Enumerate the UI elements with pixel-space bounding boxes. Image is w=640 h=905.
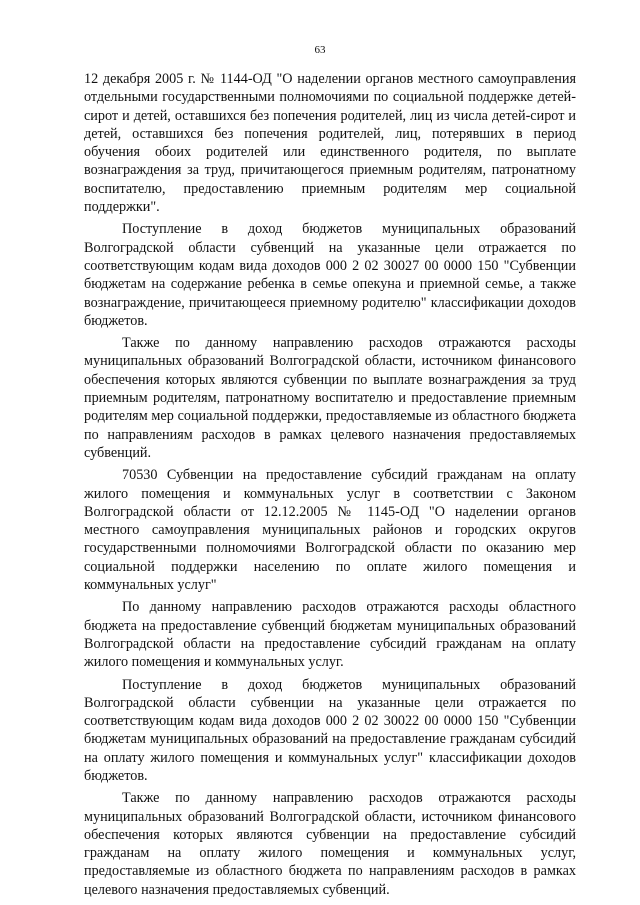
paragraph-revenue-codes-30022: Поступление в доход бюджетов муниципальных образований Волгоградской области субвенции на указанные цели отражается по соответствующим кодам вида доходов 000 2 02 30022 00 0000 150 "Субвенции бюджетам муниципальных образований на предоставление гражданам субсидий на оплату жилого помещения и коммунальных услуг" классификации доходов бюджетов. [84,676,576,784]
paragraph-municipal-expenses-housing: Также по данному направлению расходов отражаются расходы муниципальных образований Волгоградской области, источником финансового обеспечения которых являются субвенции на предоставление субсидий гражданам на оплату жилого помещения и коммунальных услуг, предоставляемые из областного бюджета по направлениям расходов в рамках целевого назначения предоставляемых субвенций. [84,790,576,898]
paragraph-regional-budget-expenses: По данному направлению расходов отражаются расходы областного бюджета на предоставление субвенций бюджетам муниципальных образований Волгоградской области на предоставление субсидий гражданам на оплату жилого помещения и коммунальных услуг. [84,599,576,671]
page-number: 63 [314,44,326,56]
paragraph-law-continuation: 12 декабря 2005 г. № 1144-ОД "О наделении органов местного самоуправления отдельными государственными полномочиями по социальной поддержке детей-сирот и детей, оставшихся без попечения родителей, лиц из числа детей-сирот и детей, оставшихся без попечения родителей, лиц, потерявших в период обучения обоих родителей или единственного родителя, по выплате вознаграждения за труд, причитающегося приемным родителям, патронатному воспитателю, предоставлению приемным родителям мер социальной поддержки". [84,71,576,216]
paragraph-section-70530: 70530 Субвенции на предоставление субсидий гражданам на оплату жилого помещения и коммунальных услуг в соответствии с Законом Волгоградской области от 12.12.2005 № 1145-ОД "О наделении органов местного самоуправления муниципальных районов и городских округов государственными полномочиями Волгоградской области по оказанию мер социальной поддержки населению по оплате жилого помещения и коммунальных услуг" [84,467,576,594]
document-body [84,70,576,903]
paragraph-revenue-codes-30027: Поступление в доход бюджетов муниципальных образований Волгоградской области субвенций на указанные цели отражается по соответствующим кодам вида доходов 000 2 02 30027 00 0000 150 "Субвенции бюджетам на содержание ребенка в семье опекуна и приемной семье, а также вознаграждение, причитающееся приемному родителю" классификации доходов бюджетов. [84,221,576,329]
paragraph-municipal-expenses-foster: Также по данному направлению расходов отражаются расходы муниципальных образований Волгоградской области, источником финансового обеспечения которых являются субвенции по выплате вознаграждения за труд приемным родителям, патронатному воспитателю и предоставление приемным родителям мер социальной поддержки, предоставляемые из областного бюджета по направлениям расходов в рамках целевого назначения предоставляемых субвенций. [84,335,576,461]
